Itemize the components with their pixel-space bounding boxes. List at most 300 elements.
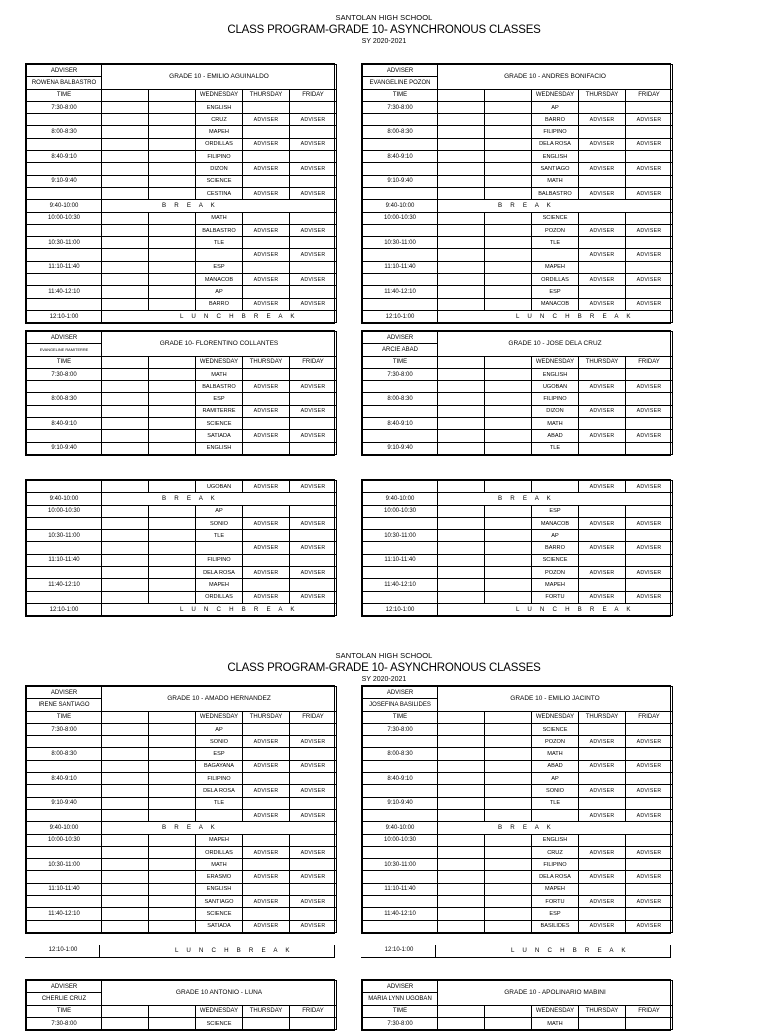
schedule-dela-cruz: [361, 330, 671, 456]
schedule-row: [27, 736, 337, 748]
wednesday-cell: [196, 542, 243, 554]
blank-cell: [485, 356, 532, 368]
blank-cell: [485, 797, 532, 809]
schedule-row: [363, 603, 673, 615]
schedule-row: [27, 859, 337, 871]
schedule-row: [27, 310, 337, 322]
blank-cell: [438, 505, 485, 517]
schedule-aguinaldo: [25, 63, 335, 324]
time-heading: TIME: [363, 711, 438, 723]
blank-cell: [149, 883, 196, 895]
friday-cell: [290, 797, 337, 809]
wednesday-cell: MATH: [196, 859, 243, 871]
adviser-heading: ADVISER: [27, 65, 102, 77]
section-title: GRADE 10 - JOSE DELA CRUZ: [438, 332, 673, 357]
friday-cell: ADVISER: [290, 224, 337, 236]
wednesday-cell: MATH: [532, 748, 579, 760]
time-cell: 7:30-8:00: [27, 368, 102, 380]
schedule-row: [363, 809, 673, 821]
blank-cell: [102, 393, 149, 405]
thursday-cell: ADVISER: [243, 163, 290, 175]
thursday-cell: [579, 797, 626, 809]
schedule-row: [363, 871, 673, 883]
thursday-cell: ADVISER: [243, 591, 290, 603]
blank-cell: [102, 883, 149, 895]
friday-cell: [626, 393, 673, 405]
schedule-jacinto: [361, 685, 671, 934]
wednesday-cell: MAPEH: [196, 834, 243, 846]
time-cell: 7:30-8:00: [363, 101, 438, 113]
friday-heading: FRIDAY: [626, 1005, 673, 1017]
schedule-row: [363, 138, 673, 150]
friday-cell: [290, 101, 337, 113]
schedule-luna: [25, 979, 335, 1031]
blank-cell: [149, 748, 196, 760]
thursday-cell: ADVISER: [243, 896, 290, 908]
blank-cell: [149, 1005, 196, 1017]
blank-cell: [102, 261, 149, 273]
friday-cell: ADVISER: [626, 481, 673, 493]
blank-cell: [438, 286, 485, 298]
schedule-row: [363, 274, 673, 286]
wednesday-cell: FILIPINO: [532, 393, 579, 405]
time-cell: 9:10-9:40: [363, 797, 438, 809]
blank-cell: [438, 591, 485, 603]
thursday-cell: [579, 579, 626, 591]
time-cell: 10:00-10:30: [27, 505, 102, 517]
thursday-cell: [579, 505, 626, 517]
schedule-row: [27, 261, 337, 273]
thursday-cell: [579, 237, 626, 249]
wednesday-cell: FORTU: [532, 896, 579, 908]
wednesday-cell: ESP: [196, 393, 243, 405]
blank-cell: [149, 249, 196, 261]
blank-cell: [102, 237, 149, 249]
blank-cell: [149, 809, 196, 821]
time-cell: [27, 920, 102, 932]
blank-cell: [102, 114, 149, 126]
thursday-cell: [579, 175, 626, 187]
wednesday-cell: MATH: [532, 175, 579, 187]
thursday-cell: [579, 442, 626, 454]
blank-cell: [149, 405, 196, 417]
schedule-row: [363, 530, 673, 542]
wednesday-cell: FILIPINO: [196, 151, 243, 163]
friday-cell: ADVISER: [626, 187, 673, 199]
schedule-row: [363, 442, 673, 454]
blank-cell: [149, 542, 196, 554]
wednesday-cell: ESP: [196, 261, 243, 273]
friday-cell: ADVISER: [290, 896, 337, 908]
page-header-2: [0, 651, 768, 683]
friday-cell: [626, 261, 673, 273]
schedule-row: [363, 393, 673, 405]
friday-cell: [626, 126, 673, 138]
friday-cell: ADVISER: [626, 274, 673, 286]
blank-cell: [485, 834, 532, 846]
schedule-row: [27, 187, 337, 199]
blank-cell: [102, 175, 149, 187]
friday-heading: FRIDAY: [626, 711, 673, 723]
thursday-cell: ADVISER: [243, 187, 290, 199]
friday-heading: FRIDAY: [626, 89, 673, 101]
wednesday-cell: ORDILLAS: [532, 274, 579, 286]
schedule-collantes-continued: [25, 479, 335, 617]
time-cell: [27, 809, 102, 821]
thursday-cell: [579, 530, 626, 542]
blank-cell: [438, 430, 485, 442]
friday-cell: [626, 530, 673, 542]
wednesday-cell: MAPEH: [532, 883, 579, 895]
blank-cell: [485, 405, 532, 417]
thursday-cell: ADVISER: [579, 736, 626, 748]
lunch-break-line: [25, 945, 335, 958]
blank-cell: [102, 138, 149, 150]
wednesday-cell: SCIENCE: [196, 1017, 243, 1029]
friday-cell: [626, 418, 673, 430]
schedule-row: [27, 101, 337, 113]
blank-cell: [102, 896, 149, 908]
time-cell: [363, 809, 438, 821]
thursday-cell: [243, 261, 290, 273]
time-cell: [363, 405, 438, 417]
time-cell: 9:40-10:00: [363, 822, 438, 834]
schedule-row: [363, 896, 673, 908]
thursday-cell: [243, 748, 290, 760]
blank-cell: [149, 114, 196, 126]
blank-cell: [438, 736, 485, 748]
time-cell: 8:00-8:30: [363, 126, 438, 138]
friday-cell: ADVISER: [626, 542, 673, 554]
friday-cell: ADVISER: [290, 871, 337, 883]
time-cell: 10:30-11:00: [363, 530, 438, 542]
time-cell: [27, 542, 102, 554]
blank-cell: [438, 101, 485, 113]
blank-cell: [438, 381, 485, 393]
wednesday-cell: POZON: [532, 224, 579, 236]
wednesday-cell: ENGLISH: [532, 834, 579, 846]
time-cell: [363, 163, 438, 175]
thursday-cell: ADVISER: [579, 785, 626, 797]
schedule-row: [363, 368, 673, 380]
friday-cell: [290, 530, 337, 542]
thursday-cell: [579, 883, 626, 895]
blank-cell: [102, 224, 149, 236]
schedule-row: [363, 126, 673, 138]
time-cell: [27, 517, 102, 529]
schedule-row: [363, 822, 673, 834]
time-cell: 9:40-10:00: [27, 200, 102, 212]
divider: [99, 945, 100, 957]
blank-cell: [485, 517, 532, 529]
wednesday-cell: TLE: [196, 797, 243, 809]
time-cell: [27, 381, 102, 393]
blank-cell: [438, 151, 485, 163]
wednesday-cell: POZON: [532, 567, 579, 579]
schedule-row: [27, 368, 337, 380]
blank-cell: [102, 274, 149, 286]
friday-cell: [290, 261, 337, 273]
friday-cell: ADVISER: [290, 138, 337, 150]
wednesday-cell: MATH: [196, 212, 243, 224]
schedule-row: [27, 773, 337, 785]
schedule-row: [27, 237, 337, 249]
time-cell: [363, 920, 438, 932]
friday-heading: FRIDAY: [626, 356, 673, 368]
thursday-heading: THURSDAY: [579, 356, 626, 368]
blank-cell: [149, 736, 196, 748]
schedule-row: [27, 114, 337, 126]
wednesday-cell: BARRO: [196, 298, 243, 310]
friday-cell: ADVISER: [290, 187, 337, 199]
blank-cell: [149, 418, 196, 430]
friday-cell: ADVISER: [626, 517, 673, 529]
thursday-cell: ADVISER: [579, 249, 626, 261]
blank-cell: [102, 554, 149, 566]
schedule-row: [363, 101, 673, 113]
time-cell: 8:00-8:30: [363, 748, 438, 760]
time-cell: [27, 785, 102, 797]
wednesday-cell: ENGLISH: [196, 442, 243, 454]
time-cell: 8:40-9:10: [363, 773, 438, 785]
friday-cell: ADVISER: [290, 591, 337, 603]
blank-cell: [438, 405, 485, 417]
schedule-row: [363, 505, 673, 517]
blank-cell: [438, 748, 485, 760]
schedule-row: [363, 381, 673, 393]
blank-cell: [485, 442, 532, 454]
blank-cell: [485, 859, 532, 871]
friday-cell: ADVISER: [626, 224, 673, 236]
blank-cell: [102, 418, 149, 430]
schedule-row: [27, 822, 337, 834]
thursday-cell: [579, 126, 626, 138]
time-cell: [363, 542, 438, 554]
blank-cell: [102, 785, 149, 797]
thursday-cell: [579, 418, 626, 430]
friday-cell: [290, 126, 337, 138]
thursday-cell: ADVISER: [243, 224, 290, 236]
time-cell: 11:10-11:40: [27, 261, 102, 273]
thursday-cell: [243, 883, 290, 895]
schedule-row: [27, 846, 337, 858]
time-cell: 7:30-8:00: [363, 368, 438, 380]
blank-cell: [149, 846, 196, 858]
time-heading: TIME: [27, 711, 102, 723]
blank-cell: [149, 187, 196, 199]
wednesday-cell: SCIENCE: [196, 175, 243, 187]
thursday-cell: [243, 530, 290, 542]
blank-cell: [485, 760, 532, 772]
thursday-cell: ADVISER: [579, 274, 626, 286]
schedule-row: [363, 310, 673, 322]
schedule-row: [363, 175, 673, 187]
divider: [670, 945, 671, 957]
schedule-row: [363, 883, 673, 895]
blank-cell: [485, 274, 532, 286]
schedule-row: [363, 846, 673, 858]
time-cell: 10:30-11:00: [363, 237, 438, 249]
time-cell: [363, 224, 438, 236]
time-cell: 9:40-10:00: [27, 822, 102, 834]
thursday-cell: ADVISER: [243, 405, 290, 417]
thursday-cell: [579, 859, 626, 871]
time-cell: 8:40-9:10: [363, 151, 438, 163]
blank-cell: [485, 249, 532, 261]
friday-cell: ADVISER: [290, 736, 337, 748]
time-cell: [363, 381, 438, 393]
friday-cell: [626, 908, 673, 920]
schedule-row: [27, 175, 337, 187]
friday-cell: [290, 151, 337, 163]
blank-cell: [149, 591, 196, 603]
blank-cell: [438, 785, 485, 797]
blank-cell: [438, 393, 485, 405]
blank-cell: [102, 846, 149, 858]
friday-cell: ADVISER: [290, 405, 337, 417]
thursday-cell: [579, 554, 626, 566]
blank-cell: [102, 736, 149, 748]
blank-cell: [485, 89, 532, 101]
blank-cell: [485, 298, 532, 310]
schedule-row: [363, 249, 673, 261]
schedule-row: [363, 859, 673, 871]
break-cell: B R E A K: [102, 822, 337, 834]
blank-cell: [485, 430, 532, 442]
blank-cell: [438, 920, 485, 932]
blank-cell: [149, 517, 196, 529]
blank-cell: [102, 723, 149, 735]
wednesday-cell: FILIPINO: [196, 554, 243, 566]
thursday-cell: ADVISER: [243, 760, 290, 772]
blank-cell: [102, 711, 149, 723]
wednesday-cell: MAPEH: [196, 579, 243, 591]
friday-cell: [626, 237, 673, 249]
schedule-dela-cruz-continued: [361, 479, 671, 617]
blank-cell: [438, 517, 485, 529]
section-title: GRADE 10 - EMILIO JACINTO: [438, 687, 673, 712]
wednesday-heading: WEDNESDAY: [196, 711, 243, 723]
schedule-row: [27, 151, 337, 163]
schedule-row: [27, 591, 337, 603]
wednesday-heading: WEDNESDAY: [196, 89, 243, 101]
blank-cell: [438, 126, 485, 138]
blank-cell: [102, 542, 149, 554]
schedule-row: [27, 442, 337, 454]
schedule-row: [363, 224, 673, 236]
schedule-row: [27, 505, 337, 517]
thursday-cell: ADVISER: [579, 567, 626, 579]
time-cell: 7:30-8:00: [27, 723, 102, 735]
thursday-cell: ADVISER: [579, 187, 626, 199]
blank-cell: [485, 393, 532, 405]
blank-cell: [149, 286, 196, 298]
blank-cell: [149, 481, 196, 493]
friday-cell: ADVISER: [290, 381, 337, 393]
blank-cell: [485, 883, 532, 895]
lunch-label: L U N C H B R E A K: [511, 947, 629, 954]
blank-cell: [149, 785, 196, 797]
break-cell: B R E A K: [438, 493, 673, 505]
schedule-row: [27, 809, 337, 821]
schedule-row: [363, 920, 673, 932]
blank-cell: [485, 175, 532, 187]
schedule-row: [27, 481, 337, 493]
thursday-cell: [243, 368, 290, 380]
thursday-cell: [243, 126, 290, 138]
blank-cell: [102, 773, 149, 785]
time-cell: 9:40-10:00: [363, 493, 438, 505]
time-cell: 12:10-1:00: [27, 310, 102, 322]
blank-cell: [438, 261, 485, 273]
time-cell: [27, 138, 102, 150]
blank-cell: [438, 896, 485, 908]
blank-cell: [149, 896, 196, 908]
thursday-cell: ADVISER: [243, 481, 290, 493]
blank-cell: [149, 773, 196, 785]
time-cell: 7:30-8:00: [363, 723, 438, 735]
time-cell: [363, 430, 438, 442]
schedule-hernandez: [25, 685, 335, 934]
wednesday-heading: WEDNESDAY: [532, 1005, 579, 1017]
time-cell: 7:30-8:00: [363, 1017, 438, 1029]
thursday-cell: [579, 723, 626, 735]
break-cell: B R E A K: [438, 200, 673, 212]
wednesday-cell: BASILIDES: [532, 920, 579, 932]
wednesday-cell: ESP: [196, 748, 243, 760]
wednesday-cell: ENGLISH: [532, 368, 579, 380]
schedule-row: [27, 381, 337, 393]
schedule-row: [27, 542, 337, 554]
wednesday-cell: MAPEH: [532, 261, 579, 273]
time-cell: [27, 114, 102, 126]
friday-cell: ADVISER: [290, 481, 337, 493]
blank-cell: [485, 809, 532, 821]
blank-cell: [485, 554, 532, 566]
thursday-cell: ADVISER: [243, 736, 290, 748]
blank-cell: [149, 530, 196, 542]
thursday-cell: [579, 286, 626, 298]
time-cell: 9:40-10:00: [363, 200, 438, 212]
blank-cell: [149, 151, 196, 163]
blank-cell: [485, 1005, 532, 1017]
thursday-cell: [579, 908, 626, 920]
blank-cell: [485, 481, 532, 493]
schedule-bonifacio: [361, 63, 671, 324]
friday-cell: [290, 368, 337, 380]
thursday-cell: [579, 212, 626, 224]
time-cell: [363, 846, 438, 858]
section-title: GRADE 10 - EMILIO AGUINALDO: [102, 65, 337, 90]
blank-cell: [149, 579, 196, 591]
wednesday-cell: FILIPINO: [196, 773, 243, 785]
friday-cell: ADVISER: [626, 249, 673, 261]
thursday-cell: [579, 393, 626, 405]
schedule-row: [27, 224, 337, 236]
friday-cell: ADVISER: [626, 405, 673, 417]
schedule-row: [363, 908, 673, 920]
thursday-heading: THURSDAY: [243, 1005, 290, 1017]
thursday-heading: THURSDAY: [243, 711, 290, 723]
time-cell: 9:40-10:00: [27, 493, 102, 505]
schedule-row: [27, 760, 337, 772]
time-cell: 11:40-12:10: [27, 286, 102, 298]
schedule-row: [27, 871, 337, 883]
time-cell: 10:00-10:30: [363, 834, 438, 846]
schedule-row: [363, 430, 673, 442]
time-cell: [27, 298, 102, 310]
friday-cell: [290, 579, 337, 591]
